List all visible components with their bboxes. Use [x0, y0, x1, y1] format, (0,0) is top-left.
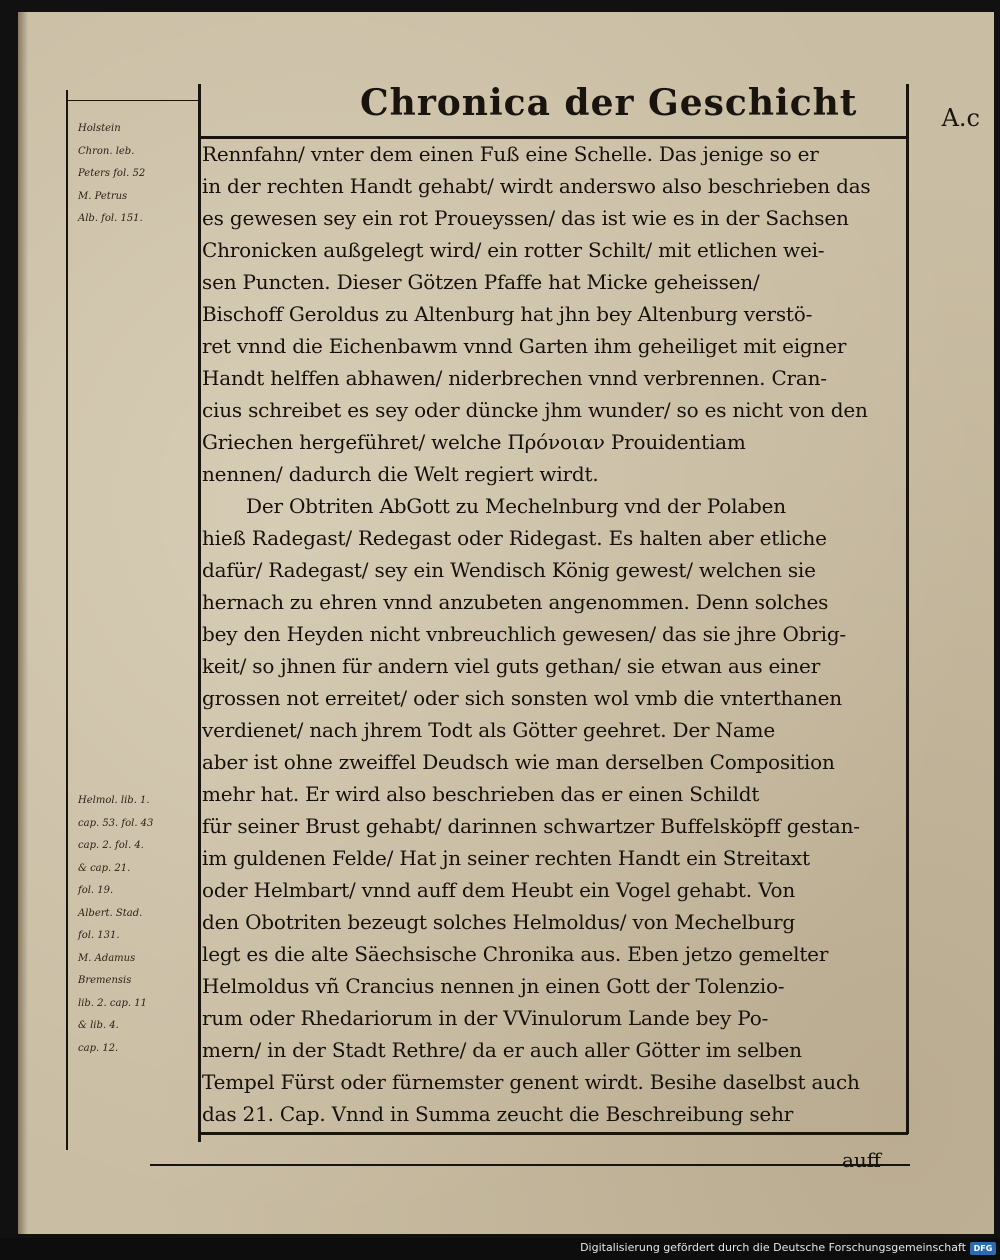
body-text-line: aber ist ohne zweiffel Deudsch wie man derselben Composition — [202, 750, 835, 774]
margin-note-line: & cap. 21. — [78, 862, 131, 874]
body-text-line: Bischoff Geroldus zu Altenburg hat jhn bey Altenburg verstö- — [202, 302, 813, 326]
body-text-line: in der rechten Handt gehabt/ wirdt anderswo also beschrieben das — [202, 174, 871, 198]
footer-credit-text: Digitalisierung gefördert durch die Deutsche Forschungsgemeinschaft — [580, 1241, 966, 1254]
body-text-line: mern/ in der Stadt Rethre/ da er auch aller Götter im selben — [202, 1038, 802, 1062]
body-text-line: mehr hat. Er wird also beschrieben das er einen Schildt — [202, 782, 760, 806]
margin-note-line: Helmol. lib. 1. — [78, 795, 150, 806]
body-text-line: dafür/ Radegast/ sey ein Wendisch König gewest/ welchen sie — [202, 558, 816, 582]
body-text-line: hernach zu ehren vnnd anzubeten angenommen. Denn solches — [202, 590, 829, 614]
margin-note-line: Albert. Stad. — [78, 907, 143, 919]
catchword: auff — [842, 1148, 882, 1172]
margin-note-line: Bremensis — [78, 975, 132, 986]
body-text-line: Chronicken außgelegt wird/ ein rotter Schilt/ mit etlichen wei- — [202, 238, 825, 262]
dfg-logo-icon: DFG — [970, 1242, 996, 1255]
margin-note-line: fol. 131. — [78, 930, 120, 941]
body-text-line: legt es die alte Säechsische Chronika aus. Eben jetzo gemelter — [202, 942, 829, 966]
page-edge-shadow — [18, 12, 28, 1234]
header-rule — [198, 136, 908, 139]
body-text-line: nennen/ dadurch die Welt regiert wirdt. — [202, 462, 599, 486]
margin-note-line: cap. 53. fol. 43 — [78, 817, 154, 829]
body-text-line: das 21. Cap. Vnnd in Summa zeucht die Beschreibung sehr — [202, 1102, 794, 1126]
left-margin-rule — [66, 90, 68, 1150]
margin-note-line: Holstein — [78, 123, 121, 134]
header-rule-left-extension — [68, 100, 198, 101]
body-text-line: bey den Heyden nicht vnbreuchlich gewesen/ das sie jhre Obrig- — [202, 622, 846, 646]
margin-note-line: M. Petrus — [78, 190, 128, 202]
body-text-line: den Obotriten bezeugt solches Helmoldus/ von Mechelburg — [202, 910, 795, 934]
body-text-line: ret vnnd die Eichenbawm vnnd Garten ihm geheiliget mit eigner — [202, 334, 847, 358]
body-text-line: oder Helmbart/ vnnd auff dem Heubt ein Vogel gehabt. Von — [202, 878, 795, 902]
body-text-line: rum oder Rhedariorum in der VVinulorum Lande bey Po- — [202, 1006, 769, 1030]
body-text-line: Griechen hergeführet/ welche Πρόνοιαν Prouidentiam — [202, 430, 746, 454]
margin-note-line: M. Adamus — [78, 952, 136, 964]
body-text-line: keit/ so jhnen für andern viel guts gethan/ sie etwan aus einer — [202, 654, 821, 678]
margin-note-line: Peters fol. 52 — [78, 168, 146, 179]
bottom-rule — [198, 1132, 908, 1135]
running-title: Chronica der Geschicht — [360, 82, 858, 124]
margin-note-line: cap. 2. fol. 4. — [78, 840, 144, 851]
body-text-line: im guldenen Felde/ Hat jn seiner rechten Handt ein Streitaxt — [202, 846, 810, 870]
body-text-line: grossen not erreitet/ oder sich sonsten wol vmb die vnterthanen — [202, 686, 842, 710]
text-column-right-rule — [906, 84, 909, 1134]
footer-rule — [150, 1164, 910, 1166]
body-text-line: es gewesen sey ein rot Proueyssen/ das ist wie es in der Sachsen — [202, 206, 849, 230]
body-text-line: sen Puncten. Dieser Götzen Pfaffe hat Micke geheissen/ — [202, 270, 760, 294]
page-signature: A.c — [941, 104, 980, 132]
body-text-line: verdienet/ nach jhrem Todt als Götter geehret. Der Name — [202, 718, 775, 742]
body-text-line: für seiner Brust gehabt/ darinnen schwartzer Buffelsköpff gestan- — [202, 814, 860, 838]
margin-note-line: Chron. leb. — [78, 145, 135, 157]
margin-note-line: Alb. fol. 151. — [78, 213, 143, 224]
margin-note-line: lib. 2. cap. 11 — [78, 997, 147, 1009]
margin-notes-bottom — [78, 790, 206, 1060]
body-text-line: cius schreibet es sey oder düncke jhm wunder/ so es nicht von den — [202, 398, 868, 422]
margin-note-line: & lib. 4. — [78, 1020, 119, 1031]
margin-note-line: fol. 19. — [78, 885, 114, 896]
body-text-line: Rennfahn/ vnter dem einen Fuß eine Schelle. Das jenige so er — [202, 142, 819, 166]
margin-note-line: cap. 12. — [78, 1042, 119, 1054]
paragraph-start-line: Der Obtriten AbGott zu Mechelnburg vnd der Polaben — [246, 494, 786, 518]
digitization-footer — [0, 1238, 1000, 1260]
body-text-line: Handt helffen abhawen/ niderbrechen vnnd verbrennen. Cran- — [202, 366, 827, 390]
body-text-line: Tempel Fürst oder fürnemster genent wirdt. Besihe daselbst auch — [202, 1070, 860, 1094]
margin-notes-top — [78, 118, 206, 231]
body-text-line: Helmoldus vñ Crancius nennen jn einen Gott der Tolenzio- — [202, 974, 785, 998]
body-text-line: hieß Radegast/ Redegast oder Ridegast. Es halten aber etliche — [202, 526, 827, 550]
